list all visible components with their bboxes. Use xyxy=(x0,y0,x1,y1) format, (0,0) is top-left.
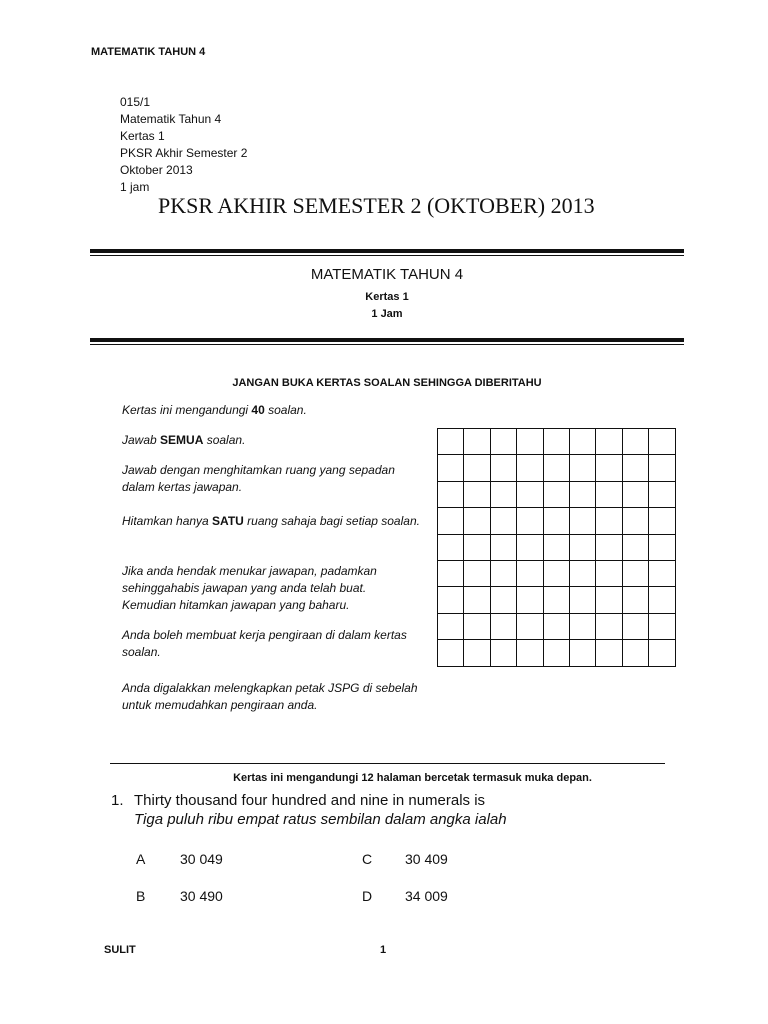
grid-cell xyxy=(517,481,543,507)
grid-cell xyxy=(517,613,543,639)
grid-cell xyxy=(543,534,569,560)
grid-cell xyxy=(490,429,516,455)
grid-cell xyxy=(543,455,569,481)
grid-cell xyxy=(569,587,595,613)
grid-cell xyxy=(622,481,648,507)
grid-cell xyxy=(569,613,595,639)
grid-cell xyxy=(517,640,543,666)
grid-cell xyxy=(438,613,464,639)
grid-cell xyxy=(569,429,595,455)
grid-cell xyxy=(649,613,675,639)
subject-heading: MATEMATIK TAHUN 4 xyxy=(310,266,464,283)
paper-code: 015/1 xyxy=(120,95,151,109)
grid-cell xyxy=(569,560,595,586)
grid-cell xyxy=(490,455,516,481)
grid-cell xyxy=(490,481,516,507)
running-header: MATEMATIK TAHUN 4 xyxy=(91,46,206,58)
grid-cell xyxy=(543,640,569,666)
grid-cell xyxy=(490,508,516,534)
instruction-1: Kertas ini mengandungi 40 soalan. xyxy=(122,403,307,417)
grid-cell xyxy=(490,613,516,639)
grid-cell xyxy=(464,640,490,666)
grid-cell xyxy=(464,560,490,586)
grid-row xyxy=(438,429,676,455)
grid-cell xyxy=(517,560,543,586)
grid-cell xyxy=(438,481,464,507)
thick-divider-top xyxy=(90,249,684,253)
grid-cell xyxy=(490,560,516,586)
grid-cell xyxy=(438,534,464,560)
question-text-malay: Tiga puluh ribu empat ratus sembilan dalam angka ialah xyxy=(134,811,507,828)
grid-cell xyxy=(622,587,648,613)
grid-row xyxy=(438,455,676,481)
option-a-letter: A xyxy=(136,851,146,867)
grid-cell xyxy=(596,455,622,481)
option-b-letter: B xyxy=(136,888,146,904)
grid-cell xyxy=(649,560,675,586)
grid-row xyxy=(438,640,676,666)
option-d-letter: D xyxy=(362,888,373,904)
grid-cell xyxy=(622,640,648,666)
grid-cell xyxy=(596,534,622,560)
paper-exam: PKSR Akhir Semester 2 xyxy=(120,146,248,160)
grid-cell xyxy=(543,481,569,507)
grid-cell xyxy=(464,613,490,639)
thin-divider-bottom xyxy=(90,344,684,345)
grid-cell xyxy=(464,534,490,560)
grid-cell xyxy=(649,534,675,560)
instruction-5: Jika anda hendak menukar jawapan, padamkan sehinggahabis jawapan yang anda telah buat. Kemudian hitamkan jawapan yang baharu. xyxy=(122,564,377,612)
grid-cell xyxy=(649,429,675,455)
grid-cell xyxy=(596,508,622,534)
grid-cell xyxy=(596,587,622,613)
paper-duration: 1 jam xyxy=(120,180,150,194)
grid-cell xyxy=(622,508,648,534)
grid-cell xyxy=(649,508,675,534)
grid-cell xyxy=(622,455,648,481)
grid-cell xyxy=(438,455,464,481)
duration-heading: 1 Jam xyxy=(371,308,403,320)
grid-cell xyxy=(543,587,569,613)
grid-cell xyxy=(438,429,464,455)
grid-cell xyxy=(569,640,595,666)
grid-cell xyxy=(649,640,675,666)
footnote-divider xyxy=(110,763,665,764)
grid-row xyxy=(438,613,676,639)
option-a-value: 30 049 xyxy=(180,851,223,867)
grid-row xyxy=(438,534,676,560)
grid-cell xyxy=(438,508,464,534)
question-text-english: Thirty thousand four hundred and nine in numerals is xyxy=(134,792,486,809)
grid-cell xyxy=(464,455,490,481)
warning-text: JANGAN BUKA KERTAS SOALAN SEHINGGA DIBERITAHU xyxy=(232,377,542,389)
paper-meta xyxy=(120,94,247,196)
instruction-6: Anda boleh membuat kerja pengiraan di dalam kertas soalan. xyxy=(122,628,407,659)
grid-cell xyxy=(543,613,569,639)
grid-cell xyxy=(596,429,622,455)
grid-cell xyxy=(622,534,648,560)
question-number: 1. xyxy=(111,792,124,809)
paper-subject: Matematik Tahun 4 xyxy=(120,112,222,126)
grid-cell xyxy=(596,481,622,507)
grid-cell xyxy=(622,560,648,586)
grid-cell xyxy=(464,429,490,455)
grid-cell xyxy=(517,587,543,613)
grid-cell xyxy=(569,508,595,534)
grid-cell xyxy=(438,560,464,586)
paper-number: Kertas 1 xyxy=(120,129,165,143)
grid-cell xyxy=(596,613,622,639)
grid-cell xyxy=(464,508,490,534)
grid-cell xyxy=(464,481,490,507)
grid-cell xyxy=(569,455,595,481)
option-c-value: 30 409 xyxy=(405,851,448,867)
grid-cell xyxy=(438,640,464,666)
grid-cell xyxy=(543,429,569,455)
grid-cell xyxy=(596,560,622,586)
grid-cell xyxy=(517,534,543,560)
grid-cell xyxy=(517,429,543,455)
paper-date: Oktober 2013 xyxy=(120,163,193,177)
grid-row xyxy=(438,560,676,586)
grid-cell xyxy=(649,481,675,507)
instruction-4: Hitamkan hanya SATU ruang sahaja bagi setiap soalan. xyxy=(122,514,420,528)
grid-row xyxy=(438,508,676,534)
confidential-mark: SULIT xyxy=(104,944,136,956)
page-title: PKSR AKHIR SEMESTER 2 (OKTOBER) 2013 xyxy=(158,193,595,218)
grid-cell xyxy=(490,640,516,666)
instruction-2: Jawab SEMUA soalan. xyxy=(122,433,246,447)
grid-cell xyxy=(596,640,622,666)
grid-cell xyxy=(490,534,516,560)
jspg-grid xyxy=(437,428,676,667)
grid-cell xyxy=(649,455,675,481)
grid-cell xyxy=(543,508,569,534)
option-b-value: 30 490 xyxy=(180,888,223,904)
instruction-7: Anda digalakkan melengkapkan petak JSPG di sebelah untuk memudahkan pengiraan anda. xyxy=(122,681,418,712)
grid-cell xyxy=(490,587,516,613)
instruction-3: Jawab dengan menghitamkan ruang yang sepadan dalam kertas jawapan. xyxy=(122,463,395,494)
grid-cell xyxy=(622,613,648,639)
grid-cell xyxy=(543,560,569,586)
thin-divider-top xyxy=(90,255,684,256)
grid-row xyxy=(438,587,676,613)
grid-cell xyxy=(517,455,543,481)
grid-cell xyxy=(438,587,464,613)
paper-heading: Kertas 1 xyxy=(365,291,409,303)
grid-cell xyxy=(622,429,648,455)
grid-cell xyxy=(569,534,595,560)
grid-cell xyxy=(649,587,675,613)
grid-row xyxy=(438,481,676,507)
option-d-value: 34 009 xyxy=(405,888,448,904)
grid-cell xyxy=(517,508,543,534)
thick-divider-bottom xyxy=(90,338,684,342)
grid-cell xyxy=(569,481,595,507)
page-number: 1 xyxy=(380,944,387,956)
page-count-note: Kertas ini mengandungi 12 halaman bercetak termasuk muka depan. xyxy=(233,772,592,784)
option-c-letter: C xyxy=(362,851,373,867)
grid-cell xyxy=(464,587,490,613)
